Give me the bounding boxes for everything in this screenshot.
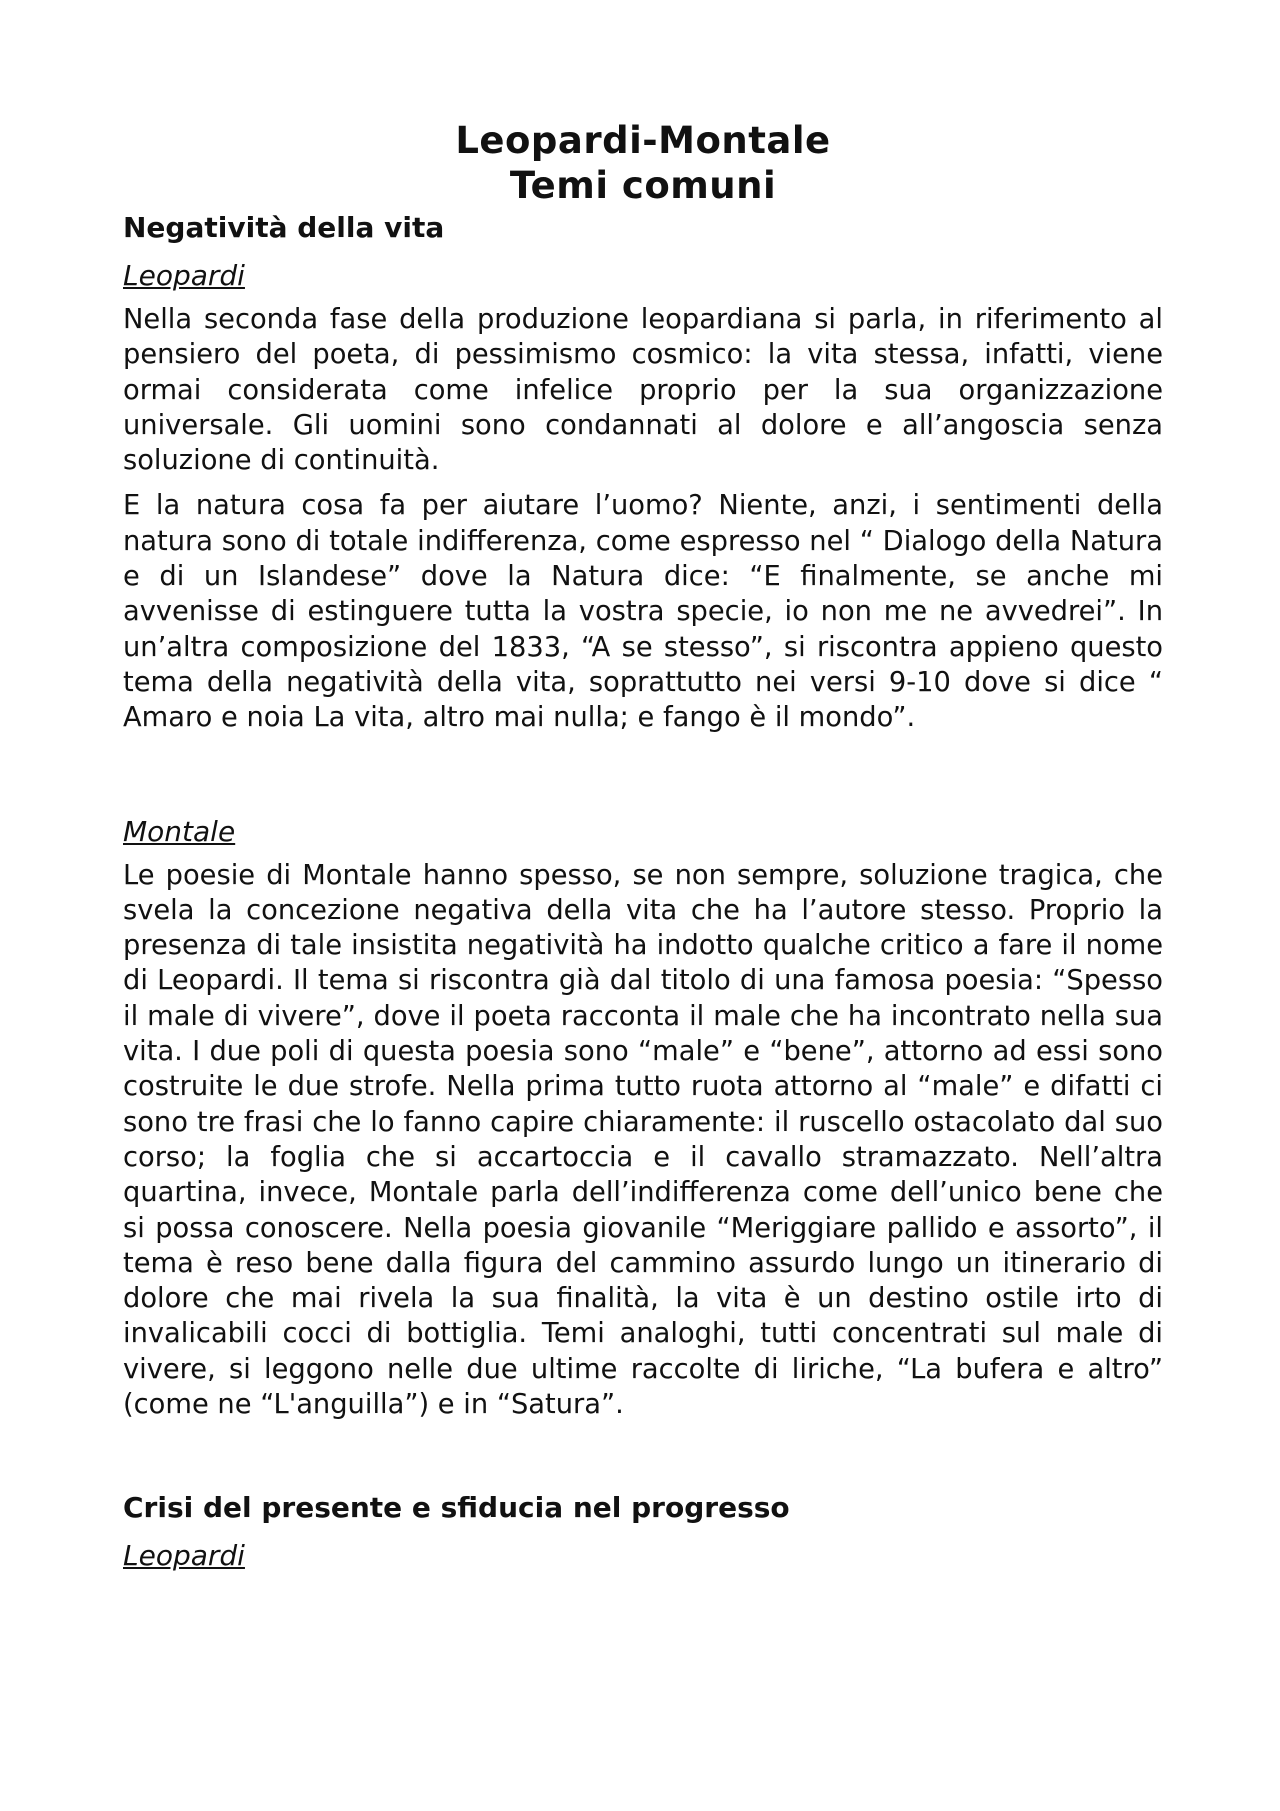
author-label-leopardi: Leopardi xyxy=(123,259,245,292)
section-negativita xyxy=(123,208,1163,1422)
document-title xyxy=(123,118,1163,208)
paragraph: Nella seconda fase della produzione leopardiana si parla, in riferimento al pensiero del poeta, di pessimismo cosmico: la vita stessa, infatti, viene ormai considerata come infelice proprio per la sua organizzazione universale. Gli uomini sono condannati al dolore e all’angoscia senza soluzione di continuità. xyxy=(123,304,1163,477)
section-heading: Negatività della vita xyxy=(123,211,445,244)
section-crisi xyxy=(123,1488,1163,1576)
blank-line xyxy=(123,746,1163,804)
title-line-2: Temi comuni xyxy=(509,164,777,207)
author-label-leopardi: Leopardi xyxy=(123,1539,245,1573)
paragraph: E la natura cosa fa per aiutare l’uomo? Niente, anzi, i sentimenti della natura sono di totale indifferenza, come espresso nel “ Dialogo della Natura e di un Islandese” dove la Natura dice: “E finalmente, se anche mi avvenisse di estinguere tutta la vostra specie, io non me ne avvedrei”. In un’altra composizione del 1833, “A se stesso”, si riscontra appieno questo tema della negatività della vita, soprattutto nei versi 9-10 dove si dice “ Amaro e noia La vita, altro mai nulla; e fango è il mondo”. xyxy=(123,490,1163,734)
section-heading: Crisi del presente e sfiducia nel progresso xyxy=(123,1491,790,1525)
blank-line xyxy=(123,1432,1163,1488)
document-page xyxy=(123,118,1163,1582)
author-label-montale: Montale xyxy=(123,814,236,848)
title-line-1: Leopardi-Montale xyxy=(455,119,831,162)
paragraph: Le poesie di Montale hanno spesso, se non sempre, soluzione tragica, che svela la concezione negativa della vita che ha l’autore stesso. Proprio la presenza di tale insistita negatività ha indotto qualche critico a fare il nome di Leopardi. Il tema si riscontra già dal titolo di una famosa poesia: “Spesso il male di vivere”, dove il poeta racconta il male che ha incontrato nella sua vita. I due poli di questa poesia sono “male” e “bene”, attorno ad essi sono costruite le due strofe. Nella prima tutto ruota attorno al “male” e difatti ci sono tre frasi che lo fanno capire chiaramente: il ruscello ostacolato dal suo corso; la foglia che si accartoccia e il cavallo stramazzato. Nell’altra quartina, invece, Montale parla dell’indifferenza come dell’unico bene che si possa conoscere. Nella poesia giovanile “Meriggiare pallido e assorto”, il tema è reso bene dalla figura del cammino assurdo lungo un itinerario di dolore che mai rivela la sua finalità, la vita è un destino ostile irto di invalicabili cocci di bottiglia. Temi analoghi, tutti concentrati sul male di vivere, si leggono nelle due ultime raccolte di liriche, “La bufera e altro” (come ne “L'anguilla”) e in “Satura”. xyxy=(123,859,1163,1421)
